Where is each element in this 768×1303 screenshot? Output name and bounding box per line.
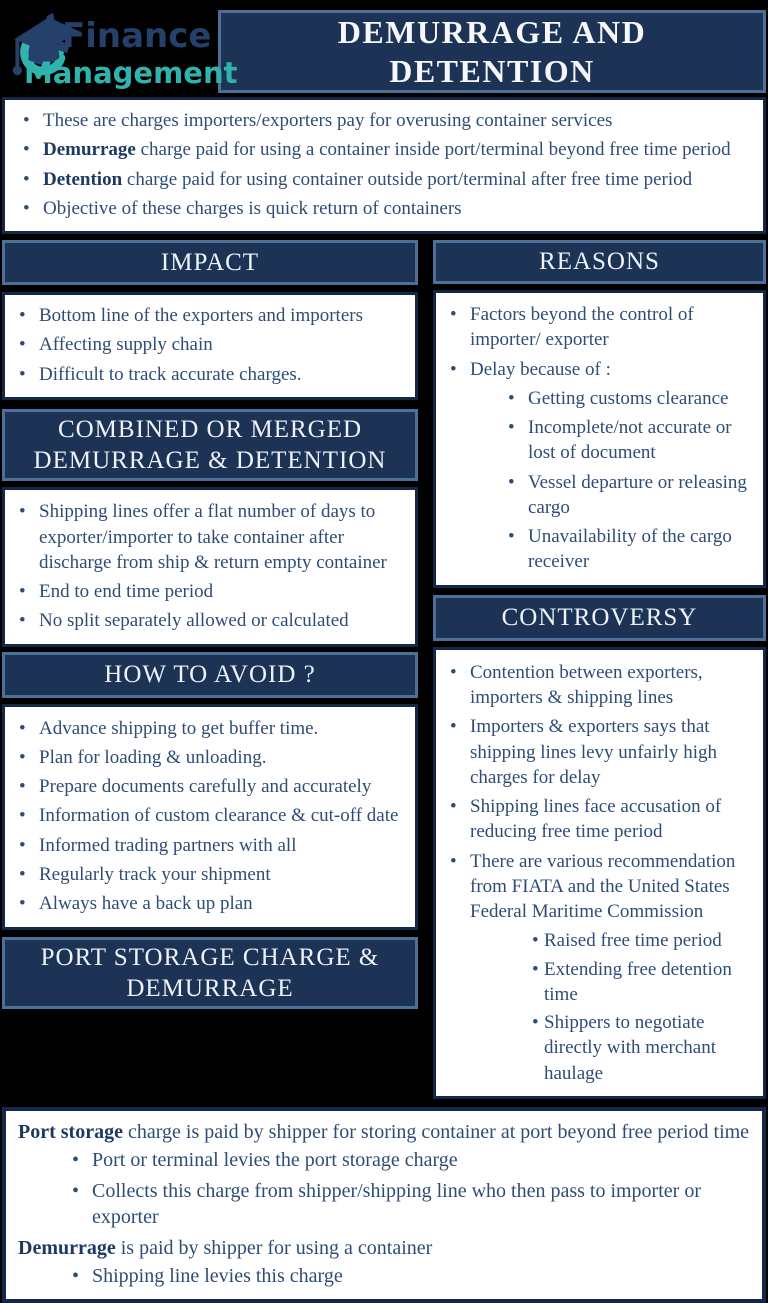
reasons-bullet: • Factors beyond the control of importer/ exporter (442, 302, 757, 353)
logo-word-finance: Finance (62, 16, 212, 56)
controversy-bullet-list (442, 660, 757, 1086)
intro-bullet-list (15, 108, 753, 221)
demurrage-sub-list (66, 1263, 750, 1290)
intro-box (2, 97, 766, 234)
controversy-bullet: • Contention between exporters, importers & shipping lines (442, 660, 757, 711)
impact-bullet: • Affecting supply chain (11, 332, 407, 357)
port-storage-definition: Port storage charge is paid by shipper for storing container at port beyond free period time (18, 1120, 750, 1143)
controversy-bullet: • There are various recommendation from FIATA and the United States Federal Maritime Commission • Raised free time period • Extending free detention time • Shippers to negotiate directly with merchant haulage (442, 849, 757, 1086)
impact-header: IMPACT (2, 240, 418, 285)
reasons-bullet-list (442, 302, 757, 575)
port-storage-sub-bullet: • Collects this charge from shipper/shipping line who then pass to importer or exporter (66, 1178, 750, 1231)
reasons-bullet: • Delay because of : • Getting customs clearance • Incomplete/not accurate or lost of document • Vessel departure or releasing cargo • Unavailability of the cargo receiver (442, 357, 757, 575)
port-storage-demurrage-box (2, 1107, 766, 1303)
combined-bullet: • End to end time period (11, 579, 407, 604)
avoid-bullet: • Informed trading partners with all (11, 833, 407, 858)
finance-management-logo (0, 0, 238, 97)
controversy-sub-bullet: • Raised free time period (532, 928, 757, 953)
page-title-line2: DETENTION (389, 52, 595, 89)
reasons-sub-bullet: • Getting customs clearance (502, 386, 757, 411)
controversy-sub-bullet-list (532, 928, 757, 1086)
reasons-sub-bullet: • Unavailability of the cargo receiver (502, 524, 757, 575)
avoid-bullet: • Always have a back up plan (11, 891, 407, 916)
logo-word-management: Management (24, 56, 238, 90)
combined-bullet: • Shipping lines offer a flat number of days to exporter/importer to take container after discharge from ship & return empty container (11, 499, 407, 575)
combined-box (2, 487, 418, 646)
controversy-sub-bullet: • Extending free detention time (532, 957, 757, 1008)
left-column (2, 240, 418, 1009)
controversy-header: CONTROVERSY (433, 595, 766, 641)
port-storage-sub-bullet: • Port or terminal levies the port storage charge (66, 1147, 750, 1174)
content-columns (0, 240, 768, 1099)
impact-box (2, 292, 418, 400)
how-to-avoid-header: HOW TO AVOID ? (2, 652, 418, 698)
combined-header: COMBINED OR MERGED DEMURRAGE & DETENTION (2, 409, 418, 482)
avoid-bullet: • Regularly track your shipment (11, 862, 407, 887)
reasons-header: REASONS (433, 240, 766, 284)
avoid-bullet: • Advance shipping to get buffer time. (11, 716, 407, 741)
demurrage-sub-bullet: • Shipping line levies this charge (66, 1263, 750, 1290)
controversy-bullet: • Shipping lines face accusation of reducing free time period (442, 794, 757, 845)
intro-bullet: • Demurrage charge paid for using a container inside port/terminal beyond free time period (15, 137, 753, 162)
avoid-bullet: • Prepare documents carefully and accurately (11, 774, 407, 799)
how-to-avoid-box (2, 704, 418, 930)
how-to-avoid-bullet-list (11, 716, 407, 917)
impact-bullet-list (11, 303, 407, 387)
reasons-sub-bullet-list (502, 386, 757, 575)
port-storage-header: PORT STORAGE CHARGE & DEMURRAGE (2, 937, 418, 1010)
combined-bullet: • No split separately allowed or calculated (11, 608, 407, 633)
controversy-bullet: • Importers & exporters says that shipping lines levy unfairly high charges for delay (442, 714, 757, 790)
page-title (218, 10, 766, 93)
right-column (433, 240, 766, 1099)
intro-bullet: • Objective of these charges is quick return of containers (15, 196, 753, 221)
intro-bullet: • These are charges importers/exporters pay for overusing container services (15, 108, 753, 133)
impact-bullet: • Bottom line of the exporters and importers (11, 303, 407, 328)
avoid-bullet: • Information of custom clearance & cut-off date (11, 803, 407, 828)
port-storage-sub-list (66, 1147, 750, 1231)
demurrage-definition: Demurrage is paid by shipper for using a container (18, 1236, 433, 1259)
controversy-box (433, 647, 766, 1099)
header (0, 0, 768, 97)
page-title-line1: DEMURRAGE AND (337, 14, 647, 51)
reasons-sub-bullet: • Incomplete/not accurate or lost of document (502, 415, 757, 466)
impact-bullet: • Difficult to track accurate charges. (11, 362, 407, 387)
combined-bullet-list (11, 499, 407, 633)
reasons-box (433, 290, 766, 588)
controversy-sub-bullet: • Shippers to negotiate directly with merchant haulage (532, 1010, 757, 1086)
avoid-bullet: • Plan for loading & unloading. (11, 745, 407, 770)
reasons-sub-bullet: • Vessel departure or releasing cargo (502, 470, 757, 521)
intro-bullet: • Detention charge paid for using container outside port/terminal after free time period (15, 167, 753, 192)
